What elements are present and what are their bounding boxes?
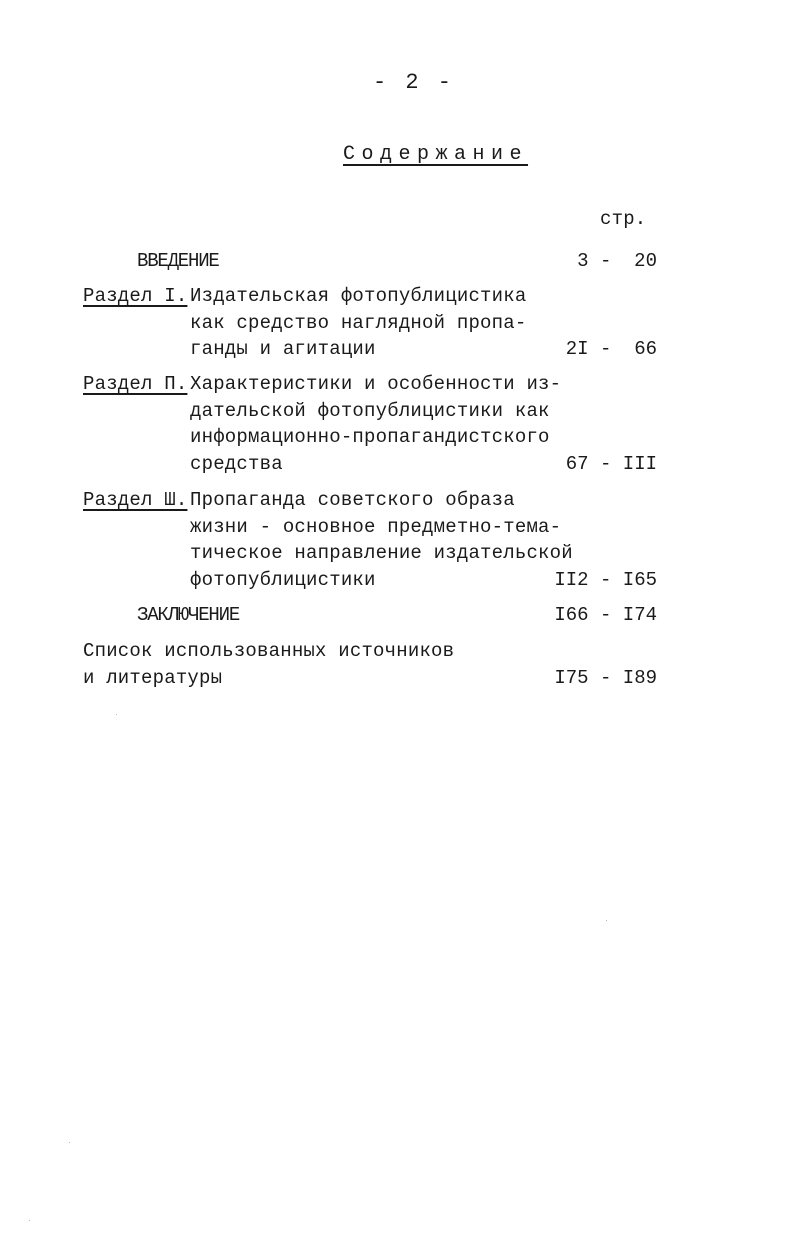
scan-speck (69, 1142, 70, 1143)
toc-section-1-line-2: как средство наглядной пропа- (190, 312, 527, 334)
toc-section-2-label: Раздел П. (83, 373, 188, 395)
toc-pages-section-2: 67 - III (565, 453, 657, 475)
toc-section-1-line-3: ганды и агитации (190, 338, 376, 360)
toc-bibliography-line-2: и литературы (83, 667, 223, 689)
toc-section-2-line-3: информационно-пропагандистского (190, 426, 550, 448)
scan-speck (606, 920, 607, 921)
toc-section-3-line-1: Пропаганда советского образа (190, 489, 515, 511)
toc-section-2-line-4: средства (190, 453, 283, 475)
toc-pages-bibliography: I75 - I89 (554, 667, 657, 689)
toc-section-3-label: Раздел Ш. (83, 489, 188, 511)
toc-pages-introduction: 3 - 20 (577, 250, 657, 272)
toc-entry-conclusion: ЗАКЛЮЧЕНИЕ (137, 604, 240, 626)
toc-section-3-line-3: тическое направление издательской (190, 542, 573, 564)
toc-section-3-line-4: фотопублицистики (190, 569, 376, 591)
toc-section-2-line-2: дательской фотопублицистики как (190, 400, 550, 422)
scan-speck (29, 1220, 30, 1221)
toc-pages-section-1: 2I - 66 (565, 338, 657, 360)
pages-column-header: стр. (600, 208, 647, 230)
toc-entry-introduction: ВВЕДЕНИЕ (137, 250, 219, 272)
toc-section-3-line-2: жизни - основное предметно-тема- (190, 516, 562, 538)
toc-section-1-label: Раздел I. (83, 285, 188, 307)
toc-section-1-line-1: Издательская фотопублицистика (190, 285, 527, 307)
toc-pages-conclusion: I66 - I74 (554, 604, 657, 626)
toc-pages-section-3: II2 - I65 (554, 569, 657, 591)
page-title: Содержание (343, 143, 529, 166)
toc-section-2-line-1: Характеристики и особенности из- (190, 373, 562, 395)
scan-speck (116, 714, 117, 715)
page-number: - 2 - (373, 70, 455, 95)
toc-bibliography-line-1: Список использованных источников (83, 640, 455, 662)
